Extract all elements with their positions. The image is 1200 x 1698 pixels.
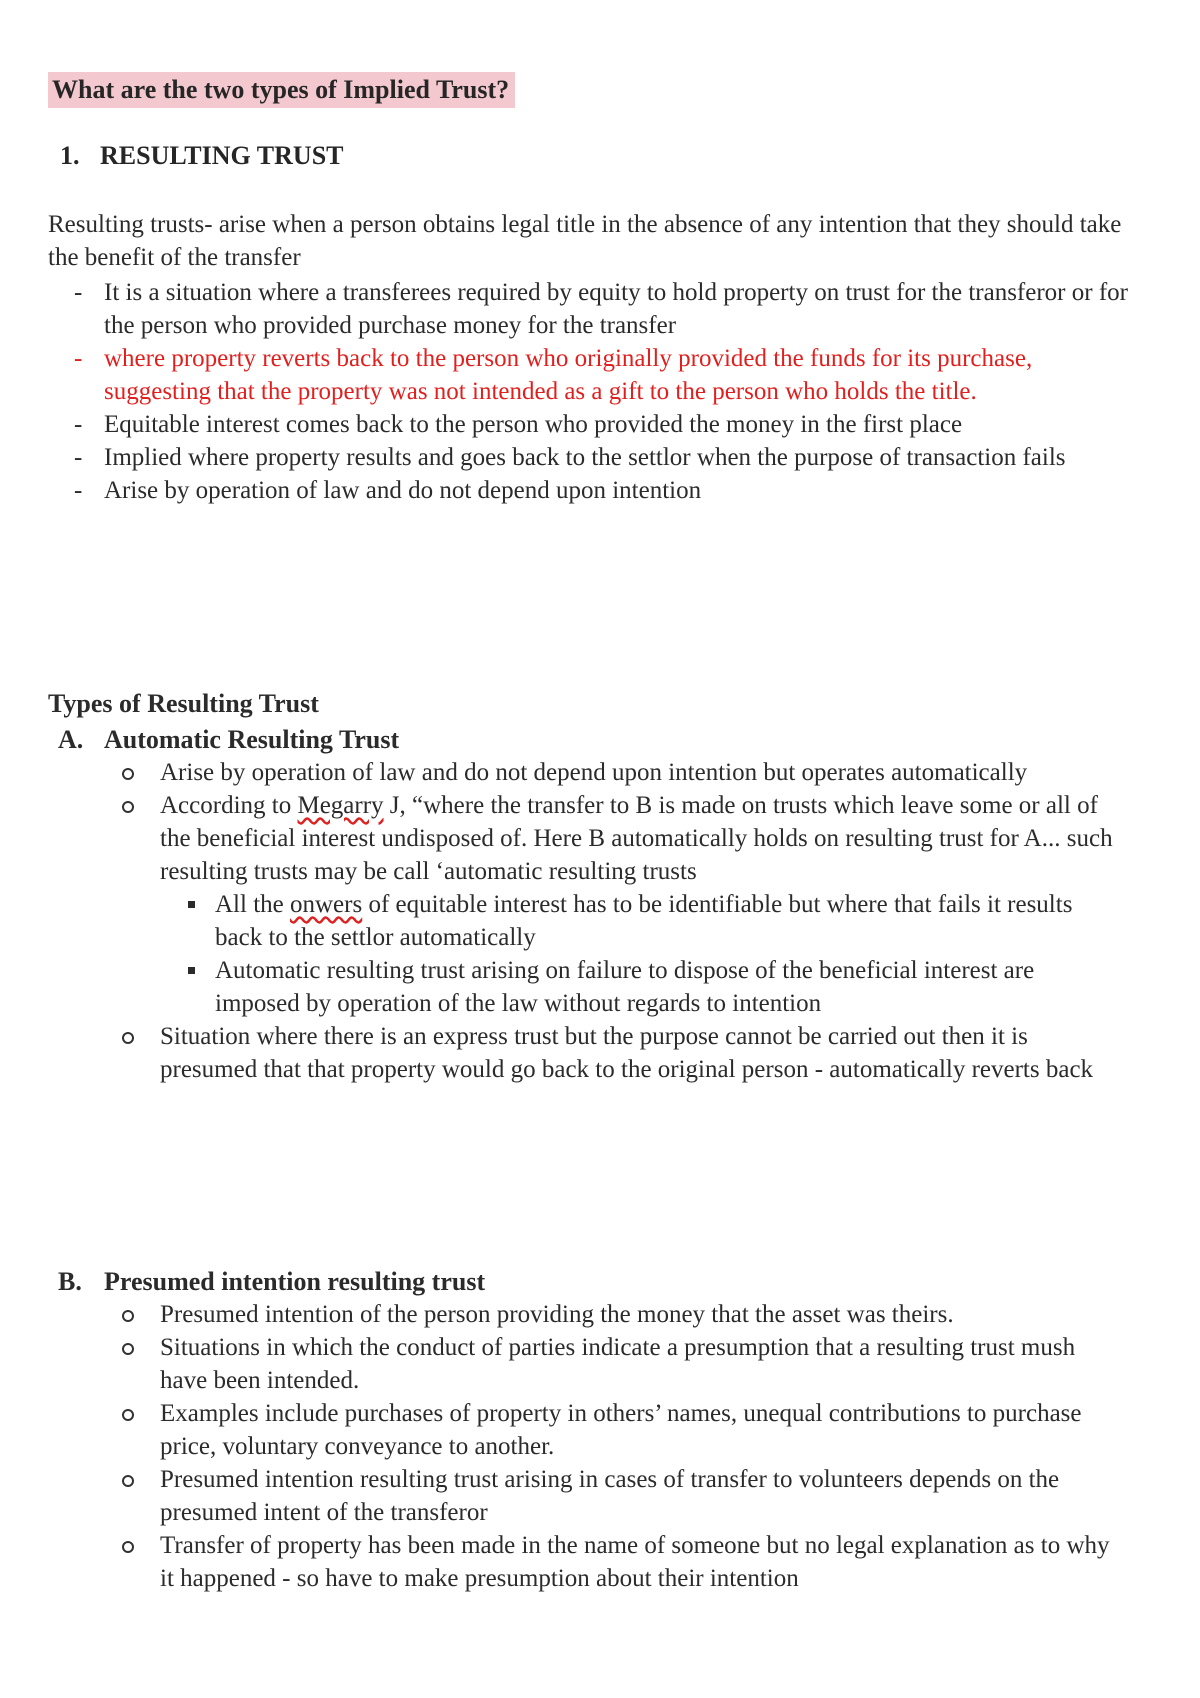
circle-bullet-icon [122,1409,134,1421]
type-a-title: Automatic Resulting Trust [104,725,400,754]
title-wrap [48,72,515,108]
sub-list-item-text: Automatic resulting trust arising on failure to dispose of the beneficial interest are imposed by operation of the law without regards to intention [215,957,1035,1017]
section-number: 1. [60,141,80,170]
list-item [112,1397,1122,1463]
list-item [112,1529,1122,1595]
list-item [112,756,1122,789]
section-heading-resulting-trust [60,138,344,174]
list-item: - Arise by operation of law and do not depend upon intention [48,474,1128,507]
type-a-heading [58,722,399,758]
spellcheck-underlined-word: onwers [290,891,363,918]
square-bullet-icon [188,901,195,908]
sub-list-item [160,954,1122,1020]
list-item [112,1020,1122,1086]
text-fragment: of equitable interest has to be identifiable but where that fails it results back to the settlor automatically [215,891,1073,951]
type-b-list [112,1298,1122,1595]
list-item [112,1463,1122,1529]
list-item-text: Transfer of property has been made in the name of someone but no legal explanation as to why it happened - so have to make presumption about their intention [160,1532,1110,1592]
circle-bullet-icon [122,1541,134,1553]
list-item-text: Examples include purchases of property in others’ names, unequal contributions to purchase price, voluntary conveyance to another. [160,1400,1082,1460]
type-a-list [112,756,1122,1086]
list-item-text: Presumed intention of the person providing the money that the asset was theirs. [160,1301,954,1328]
circle-bullet-icon [122,801,134,813]
circle-bullet-icon [122,1475,134,1487]
list-item [112,789,1122,1020]
type-b-letter: B. [58,1267,82,1296]
list-item [112,1331,1122,1397]
circle-bullet-icon [122,768,134,780]
list-item-text [160,792,1113,885]
page-title: What are the two types of Implied Trust? [48,72,515,108]
type-a-letter: A. [58,725,84,754]
text-fragment: All the [215,891,290,918]
highlighted-list-item: - where property reverts back to the person who originally provided the funds for its purchase, suggesting that the property was not intended as a gift to the person who holds the title. [48,342,1128,408]
list-item-text: Situation where there is an express trust but the purpose cannot be carried out then it is presumed that that property would go back to the original person - automatically reverts back [160,1023,1094,1083]
circle-bullet-icon [122,1310,134,1322]
list-item: - Implied where property results and goes back to the settlor when the purpose of transaction fails [48,441,1128,474]
list-item: - Equitable interest comes back to the person who provided the money in the first place [48,408,1128,441]
list-item [112,1298,1122,1331]
list-item-text: Situations in which the conduct of parties indicate a presumption that a resulting trust mush have been intended. [160,1334,1076,1394]
type-b-title: Presumed intention resulting trust [104,1267,486,1296]
intro-paragraph: Resulting trusts- arise when a person obtains legal title in the absence of any intention that they should take the benefit of the transfer [48,211,1122,271]
square-bullet-icon [188,967,195,974]
section-title: RESULTING TRUST [100,141,344,170]
resulting-trust-points [48,276,1128,507]
text-fragment: According to [160,792,298,819]
spellcheck-underlined-word: Megarry [297,792,384,819]
list-item: - It is a situation where a transferees required by equity to hold property on trust for the transferor or for the person who provided purchase money for the transfer [48,276,1128,342]
list-item-text: Arise by operation of law and do not depend upon intention but operates automatically [160,759,1028,786]
type-b-heading [58,1264,485,1300]
list-item-text: Presumed intention resulting trust arising in cases of transfer to volunteers depends on the presumed intent of the transferor [160,1466,1060,1526]
sub-list-item [160,888,1122,954]
types-heading: Types of Resulting Trust [48,689,319,718]
type-a-sub-list [160,888,1122,1020]
circle-bullet-icon [122,1032,134,1044]
circle-bullet-icon [122,1343,134,1355]
text-fragment: J, “where the transfer to B is made on trusts which leave some or all of the beneficial interest undisposed of. Here B automatically holds on resulting trust for A... such resulting trusts may be call ‘automatic resulting trusts [160,792,1113,885]
